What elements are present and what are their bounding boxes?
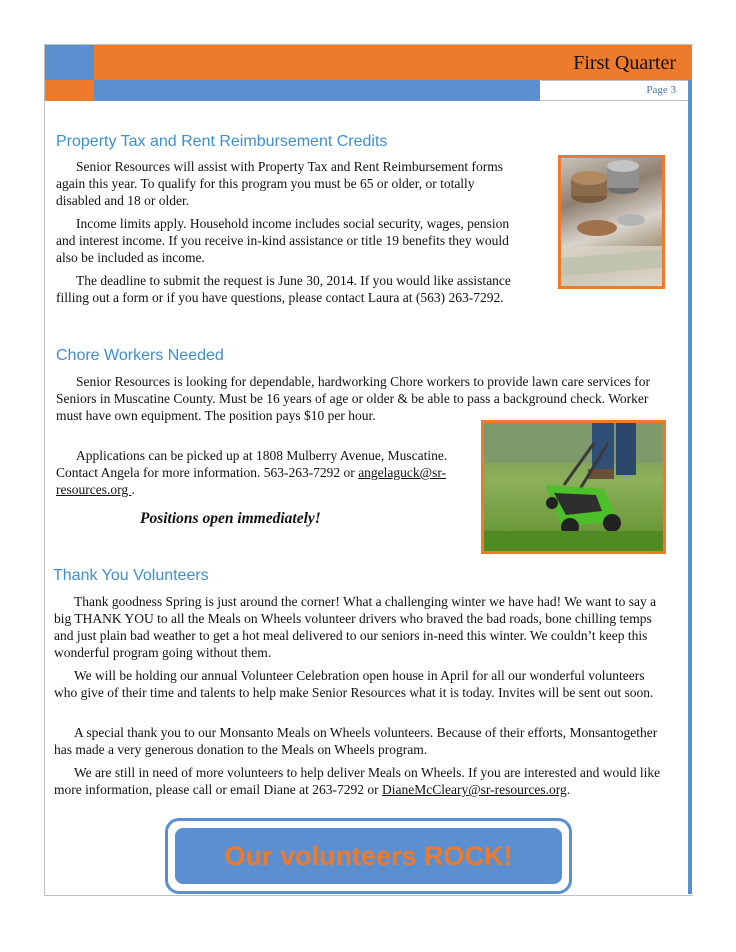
thank-you-paragraph-4-text: We are still in need of more volunteers to help deliver Meals on Wheels. If you are interested and would like more information, please call or email Diane at 263-7292 or xyxy=(54,765,661,797)
thank-you-paragraph-1: Thank goodness Spring is just around the corner! What a challenging winter we have had! We want to say a big THANK YOU to all the Meals on Wheels volunteer drivers who braved the bad roads, bone chilling temps and just plain bad weather to get a hot meal delivered to our seniors in-need this winter. We couldn’t keep this wonderful program going without them. xyxy=(54,594,657,660)
section-heading-property-tax: Property Tax and Rent Reimbursement Credits xyxy=(56,133,388,150)
thank-you-paragraph-4 xyxy=(54,764,666,798)
volunteers-rock-banner-inner xyxy=(175,828,562,884)
property-tax-paragraph-3: The deadline to submit the request is June 30, 2014. If you would like assistance filling out a form or if you have questions, please contact Laura at (563) 263-7292. xyxy=(56,273,511,305)
thank-you-paragraph-2: We will be holding our annual Volunteer Celebration open house in April for all our wonderful volunteers who give of their time and talents to help make Senior Resources what it is today. Invites will be sent out soon. xyxy=(54,668,654,700)
chore-paragraph-2-end: . xyxy=(131,482,135,497)
angela-email-link[interactable]: angelaguck@sr-resources.org xyxy=(56,465,447,497)
positions-open-callout: Positions open immediately! xyxy=(140,510,321,527)
header-orange-square xyxy=(45,80,94,101)
header-orange-bar xyxy=(94,45,692,80)
page-number-box xyxy=(541,80,688,101)
thank-you-paragraph-3: A special thank you to our Monsanto Meals on Wheels volunteers. Because of their efforts, Monsantogether has made a very generous donation to the Meals on Wheels program. xyxy=(54,725,658,757)
lawn-mower-photo xyxy=(481,420,666,554)
volunteers-rock-banner xyxy=(165,818,572,894)
chore-paragraph-2-text: Applications can be picked up at 1808 Mulberry Avenue, Muscatine. Contact Angela for more information. 563-263-7292 or xyxy=(56,448,448,480)
property-tax-paragraph-1: Senior Resources will assist with Property Tax and Rent Reimbursement forms again this year. To qualify for this program you must be 65 or older, or totally disabled and 18 or older. xyxy=(56,159,503,208)
issue-title: First Quarter xyxy=(573,52,676,74)
thank-you-paragraph-4-end: . xyxy=(566,782,571,797)
diane-email-link[interactable]: DianeMcCleary@sr-resources.org xyxy=(382,782,567,797)
lawn-mower-illustration xyxy=(484,423,663,551)
chore-paragraph-2 xyxy=(56,447,481,498)
header-blue-bar xyxy=(94,80,540,101)
coins-illustration xyxy=(561,158,662,286)
property-tax-paragraph-2: Income limits apply. Household income includes social security, wages, pension and interest income. If you receive in-kind assistance or title 19 benefits they would also be included as income. xyxy=(56,216,510,265)
header-blue-square xyxy=(45,45,94,80)
chore-paragraph-1-text: Senior Resources is looking for dependable, hardworking Chore workers to provide lawn care services for Seniors in Muscatine County. Must be 16 years of age or older & be able to pass a background check. Worker must have own equipment. The position pays $10 per hour. xyxy=(56,374,650,423)
chore-paragraph-1 xyxy=(56,373,666,424)
page-number: Page 3 xyxy=(646,84,676,96)
right-accent-rule xyxy=(688,58,692,894)
coins-and-money-photo xyxy=(558,155,665,289)
volunteers-rock-text: Our volunteers ROCK! xyxy=(224,840,513,871)
section-heading-thank-you: Thank You Volunteers xyxy=(53,567,209,584)
section-heading-chore-workers: Chore Workers Needed xyxy=(56,347,224,364)
